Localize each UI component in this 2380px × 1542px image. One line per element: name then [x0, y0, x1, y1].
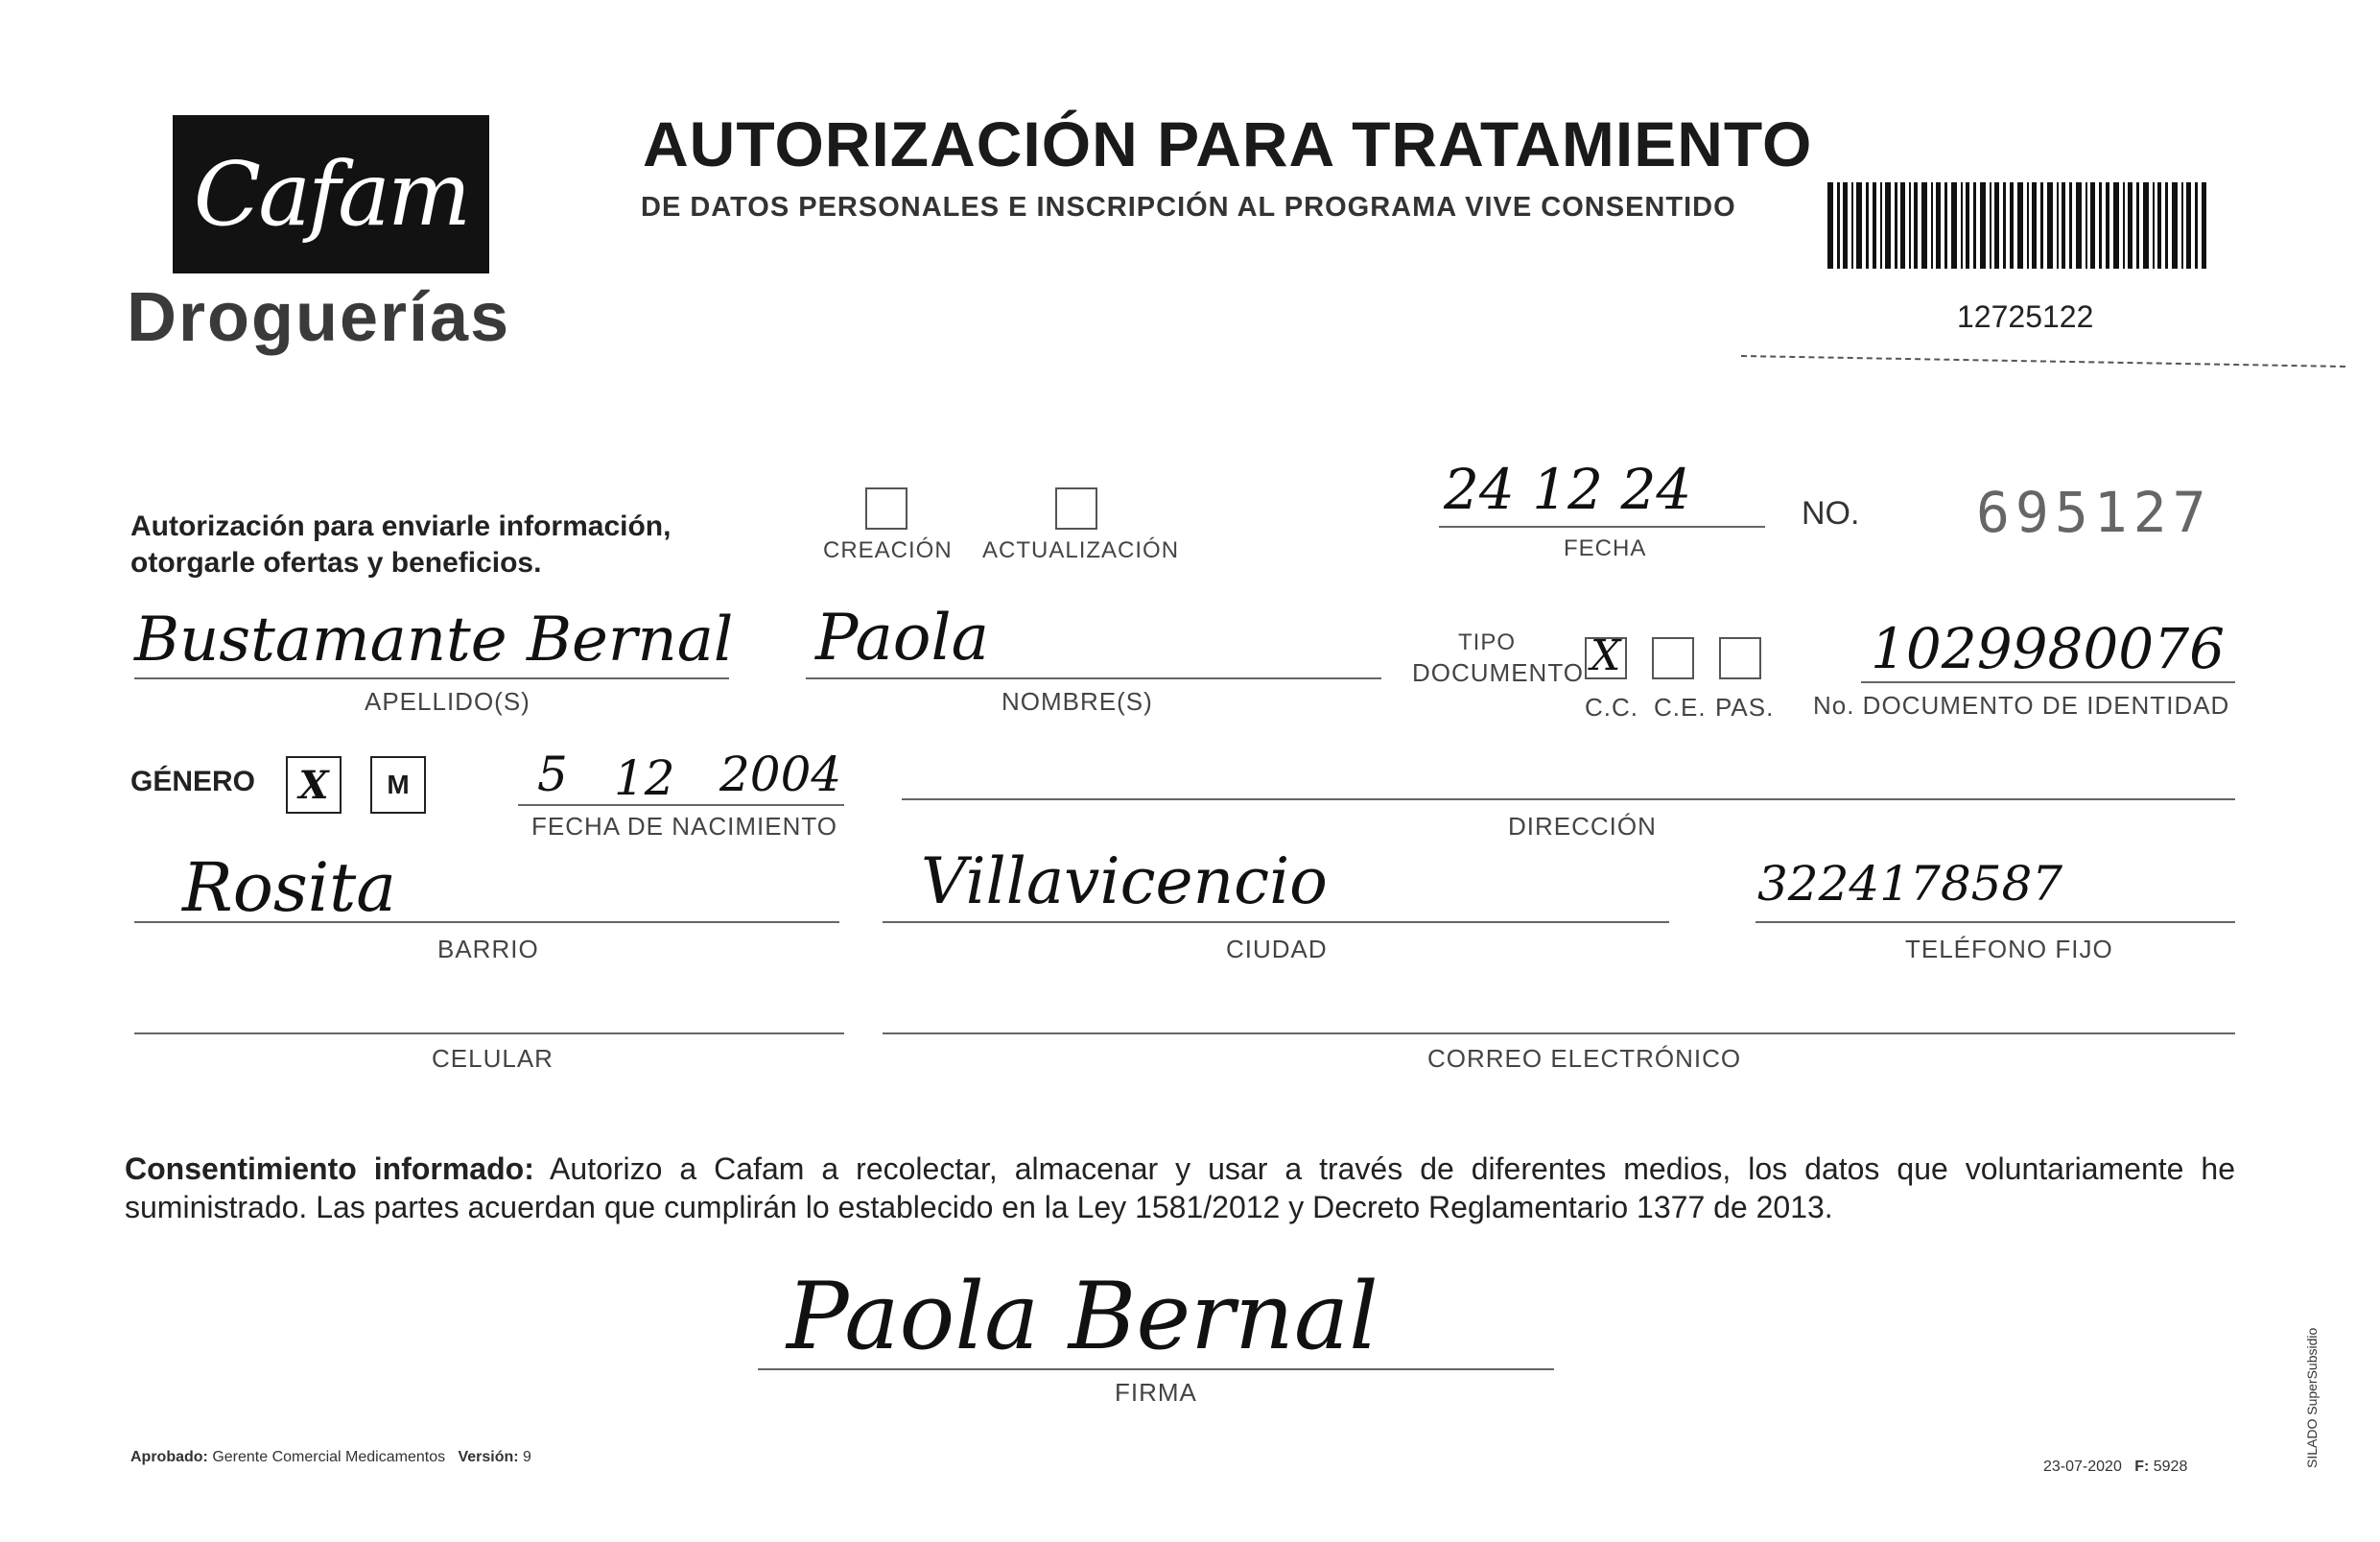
fecha-value[interactable]: 24 12 24	[1444, 457, 1692, 522]
barrio-value[interactable]: Rosita	[182, 848, 397, 927]
nombres-label: NOMBRE(S)	[1001, 687, 1153, 716]
direccion-line[interactable]	[902, 798, 2235, 800]
correo-line[interactable]	[883, 1032, 2235, 1034]
logo-text: Cafam	[193, 143, 469, 246]
nacimiento-month[interactable]: 12	[614, 750, 675, 806]
side-text: SILADO SuperSubsidio	[2304, 1327, 2320, 1468]
cc-checkbox[interactable]	[1585, 631, 1627, 680]
ce-label: C.E.	[1654, 693, 1707, 722]
signature-value[interactable]: Paola Bernal	[787, 1263, 1379, 1370]
cc-label: C.C.	[1585, 693, 1638, 722]
footer-left	[130, 1449, 531, 1466]
creacion-checkbox[interactable]	[865, 487, 907, 530]
genero-f-checkbox[interactable]	[286, 756, 342, 814]
nombres-value[interactable]: Paola	[815, 601, 989, 675]
consent-paragraph	[125, 1150, 2235, 1226]
fecha-label: FECHA	[1564, 535, 1647, 561]
telefono-label: TELÉFONO FIJO	[1905, 935, 2113, 963]
footer-date: 23-07-2020	[2043, 1459, 2122, 1475]
signature-label: FIRMA	[1115, 1378, 1197, 1407]
genero-label: GÉNERO	[130, 766, 256, 797]
barcode	[1827, 182, 2206, 269]
celular-line[interactable]	[134, 1032, 844, 1034]
ciudad-line	[883, 921, 1669, 923]
barrio-line	[134, 921, 839, 923]
correo-label: CORREO ELECTRÓNICO	[1427, 1044, 1742, 1073]
documento-label: No. DOCUMENTO DE IDENTIDAD	[1813, 691, 2230, 720]
cc-mark: X	[1591, 631, 1621, 680]
fecha-line	[1439, 526, 1765, 528]
telefono-value[interactable]: 3224178587	[1757, 856, 2063, 912]
consent-heading: Consentimiento informado:	[125, 1151, 534, 1186]
cafam-logo	[173, 115, 489, 273]
actualizacion-checkbox[interactable]	[1055, 487, 1097, 530]
intro-line-1: Autorización para enviarle información,	[130, 510, 672, 542]
barcode-number: 12725122	[1957, 299, 2094, 334]
pas-checkbox[interactable]	[1719, 637, 1761, 679]
brand-subtitle: Droguerías	[127, 279, 511, 356]
form-label: F:	[2134, 1459, 2150, 1475]
intro-text	[130, 509, 671, 581]
telefono-line	[1756, 921, 2235, 923]
intro-line-2: otorgarle ofertas y beneficios.	[130, 547, 542, 579]
version-value: 9	[523, 1449, 531, 1465]
genero-f-mark: X	[298, 762, 329, 808]
nacimiento-label: FECHA DE NACIMIENTO	[531, 812, 838, 841]
apellidos-line	[134, 677, 729, 679]
nacimiento-year[interactable]: 2004	[719, 747, 842, 802]
apellidos-label: APELLIDO(S)	[365, 687, 530, 716]
tear-line	[1741, 355, 2345, 368]
nacimiento-line	[518, 804, 844, 806]
actualizacion-label: ACTUALIZACIÓN	[982, 537, 1180, 563]
ce-checkbox[interactable]	[1652, 637, 1694, 679]
documento-value[interactable]: 1029980076	[1871, 616, 2226, 681]
tipo-label-1: TIPO	[1458, 629, 1517, 655]
form-title: AUTORIZACIÓN PARA TRATAMIENTO	[643, 108, 1813, 179]
nombres-line	[806, 677, 1381, 679]
direccion-label: DIRECCIÓN	[1508, 812, 1657, 841]
creacion-label: CREACIÓN	[823, 537, 953, 563]
footer-right	[2043, 1459, 2187, 1476]
barrio-label: BARRIO	[437, 935, 539, 963]
version-label: Versión:	[458, 1449, 519, 1465]
documento-line	[1861, 681, 2235, 683]
signature-line	[758, 1368, 1554, 1370]
nacimiento-day[interactable]: 5	[537, 747, 568, 802]
form-value: 5928	[2153, 1459, 2188, 1475]
tipo-label-2: DOCUMENTO	[1412, 658, 1584, 687]
ciudad-value[interactable]: Villavicencio	[921, 844, 1328, 918]
celular-label: CELULAR	[432, 1044, 554, 1073]
aprobado-value: Gerente Comercial Medicamentos	[212, 1449, 446, 1465]
ciudad-label: CIUDAD	[1226, 935, 1328, 963]
apellidos-value[interactable]: Bustamante Bernal	[134, 605, 734, 676]
number-value: 695127	[1976, 480, 2212, 545]
genero-m-checkbox[interactable]	[370, 756, 426, 814]
number-label: NO.	[1802, 495, 1860, 532]
aprobado-label: Aprobado:	[130, 1449, 208, 1465]
genero-m-label: M	[387, 770, 410, 799]
consent-text: Autorizo a Cafam a recolectar, almacenar y usar a través de diferentes medios, los datos que voluntariamente he suministrado. Las partes acuerdan que cumplirán lo establecido en la Ley 1581/2012 y Decreto Reglamentario 1377 de 2013.	[125, 1151, 2235, 1224]
pas-label: PAS.	[1715, 693, 1775, 722]
form-subtitle: DE DATOS PERSONALES E INSCRIPCIÓN AL PROGRAMA VIVE CONSENTIDO	[641, 192, 1736, 223]
